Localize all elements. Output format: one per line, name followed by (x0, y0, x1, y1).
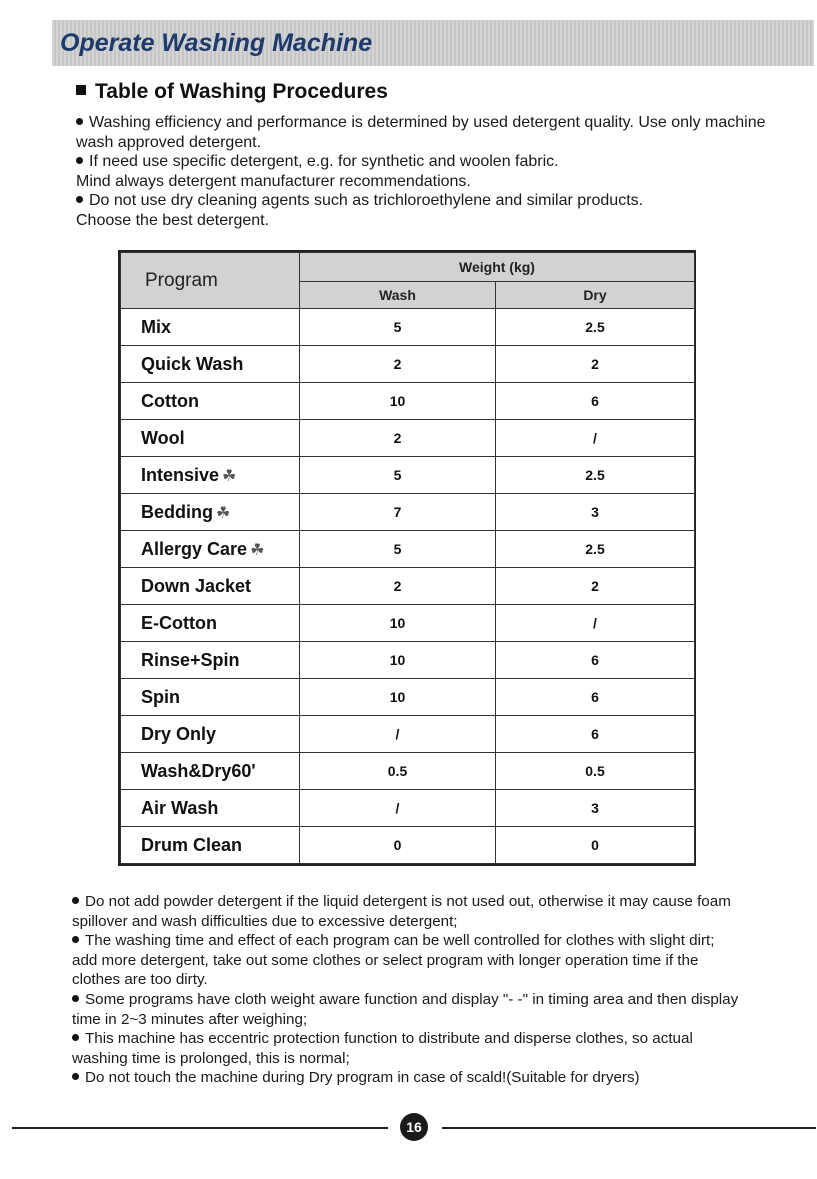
table-row (121, 642, 695, 679)
program-cell (121, 346, 300, 383)
intro-line: Washing efficiency and performance is determined by used detergent quality. Use only machine wash approved detergent. (76, 114, 766, 151)
dry-cell: 0 (496, 827, 695, 864)
program-cell (121, 568, 300, 605)
program-name: Rinse+Spin (141, 649, 240, 670)
dry-cell: 2.5 (496, 457, 695, 494)
dry-cell: 6 (496, 383, 695, 420)
dry-cell: 6 (496, 716, 695, 753)
note-item: This machine has eccentric protection function to distribute and disperse clothes, so actual washing time is prolonged, this is normal; (72, 1030, 693, 1067)
wash-cell: 10 (300, 679, 496, 716)
wash-cell: 7 (300, 494, 496, 531)
program-name: Drum Clean (141, 834, 243, 855)
wash-cell: 2 (300, 568, 496, 605)
page-title: Operate Washing Machine (60, 29, 373, 57)
section-title (76, 80, 388, 104)
page-number: 16 (400, 1113, 428, 1141)
bullet-icon (72, 936, 79, 943)
program-cell (121, 383, 300, 420)
program-name: Wash&Dry60' (141, 760, 256, 781)
note-item: Some programs have cloth weight aware function and display "- -" in timing area and then display time in 2~3 minutes after weighing; (72, 990, 739, 1028)
wash-cell: 2 (300, 346, 496, 383)
bullet-icon (72, 1034, 79, 1041)
note-item: Do not add powder detergent if the liquid detergent is not used out, otherwise it may cause foam spillover and wash difficulties due to excessive detergent; (72, 893, 731, 930)
bullet-icon (72, 1073, 79, 1080)
table-row (121, 568, 695, 605)
clover-icon: ☘ (250, 541, 265, 559)
bullet-icon (76, 196, 83, 203)
bullet-icon (76, 118, 83, 125)
program-cell (121, 753, 300, 790)
program-cell (121, 420, 300, 457)
program-name: Air Wash (141, 797, 219, 818)
program-cell (121, 309, 300, 346)
dry-cell: 3 (496, 790, 695, 827)
dry-cell: 0.5 (496, 753, 695, 790)
wash-cell: 5 (300, 531, 496, 568)
footer-rule-right (442, 1127, 816, 1129)
program-cell (121, 642, 300, 679)
table-row (121, 679, 695, 716)
table-row (121, 716, 695, 753)
section-title-text: Table of Washing Procedures (95, 80, 388, 103)
program-name: Intensive (141, 464, 220, 485)
table-row (121, 383, 695, 420)
table-row (121, 494, 695, 531)
program-name: Allergy Care (141, 538, 248, 559)
footer-rule-left (12, 1127, 388, 1129)
note-item: The washing time and effect of each program can be well controlled for clothes with slight dirt; add more detergent, take out some clothes or select program with longer operation time if the clothes are too dirty. (72, 932, 715, 989)
intro-line: Do not use dry cleaning agents such as trichloroethylene and similar products. (76, 191, 776, 211)
wash-cell: 0 (300, 827, 496, 864)
procedures-table (118, 250, 696, 866)
program-cell (121, 679, 300, 716)
table-row (121, 753, 695, 790)
dry-cell: 2 (496, 568, 695, 605)
wash-cell: 0.5 (300, 753, 496, 790)
program-name: Quick Wash (141, 353, 244, 374)
wash-header: Wash (300, 281, 496, 309)
program-name: Mix (141, 316, 172, 337)
notes-section (72, 892, 742, 1088)
program-name: Cotton (141, 390, 199, 411)
program-header: Program (121, 253, 300, 309)
wash-cell: 5 (300, 309, 496, 346)
program-cell (121, 457, 300, 494)
program-name: Dry Only (141, 723, 217, 744)
bullet-icon (72, 995, 79, 1002)
dry-cell: 6 (496, 679, 695, 716)
wash-cell: 10 (300, 383, 496, 420)
program-name: Spin (141, 686, 180, 707)
wash-cell: 10 (300, 605, 496, 642)
wash-cell: / (300, 716, 496, 753)
bullet-icon (76, 157, 83, 164)
program-cell (121, 494, 300, 531)
dry-cell: 2.5 (496, 309, 695, 346)
table-row (121, 309, 695, 346)
intro-line: If need use specific detergent, e.g. for synthetic and woolen fabric. (76, 152, 776, 172)
dry-header: Dry (496, 281, 695, 309)
program-name: Wool (141, 427, 185, 448)
clover-icon: ☘ (216, 504, 231, 522)
square-bullet-icon (76, 85, 86, 95)
table-row (121, 790, 695, 827)
intro-line: Choose the best detergent. (76, 211, 270, 229)
table-row (121, 531, 695, 568)
dry-cell: 3 (496, 494, 695, 531)
dry-cell: / (496, 605, 695, 642)
table-row (121, 346, 695, 383)
table-row (121, 605, 695, 642)
wash-cell: 5 (300, 457, 496, 494)
program-cell (121, 605, 300, 642)
table-row (121, 457, 695, 494)
wash-cell: 2 (300, 420, 496, 457)
dry-cell: 2 (496, 346, 695, 383)
dry-cell: 6 (496, 642, 695, 679)
intro-line: Mind always detergent manufacturer recommendations. (76, 172, 471, 190)
program-cell (121, 531, 300, 568)
dry-cell: 2.5 (496, 531, 695, 568)
dry-cell: / (496, 420, 695, 457)
note-item: Do not touch the machine during Dry program in case of scald!(Suitable for dryers) (72, 1068, 742, 1088)
program-cell (121, 827, 300, 864)
program-cell (121, 716, 300, 753)
weight-header: Weight (kg) (300, 253, 695, 282)
bullet-icon (72, 897, 79, 904)
program-name: E-Cotton (141, 612, 217, 633)
program-name: Bedding (141, 501, 213, 522)
wash-cell: / (300, 790, 496, 827)
clover-icon: ☘ (222, 467, 237, 485)
wash-cell: 10 (300, 642, 496, 679)
program-name: Down Jacket (141, 575, 252, 596)
program-cell (121, 790, 300, 827)
table-row (121, 420, 695, 457)
table-row (121, 827, 695, 864)
intro-text (76, 113, 776, 231)
